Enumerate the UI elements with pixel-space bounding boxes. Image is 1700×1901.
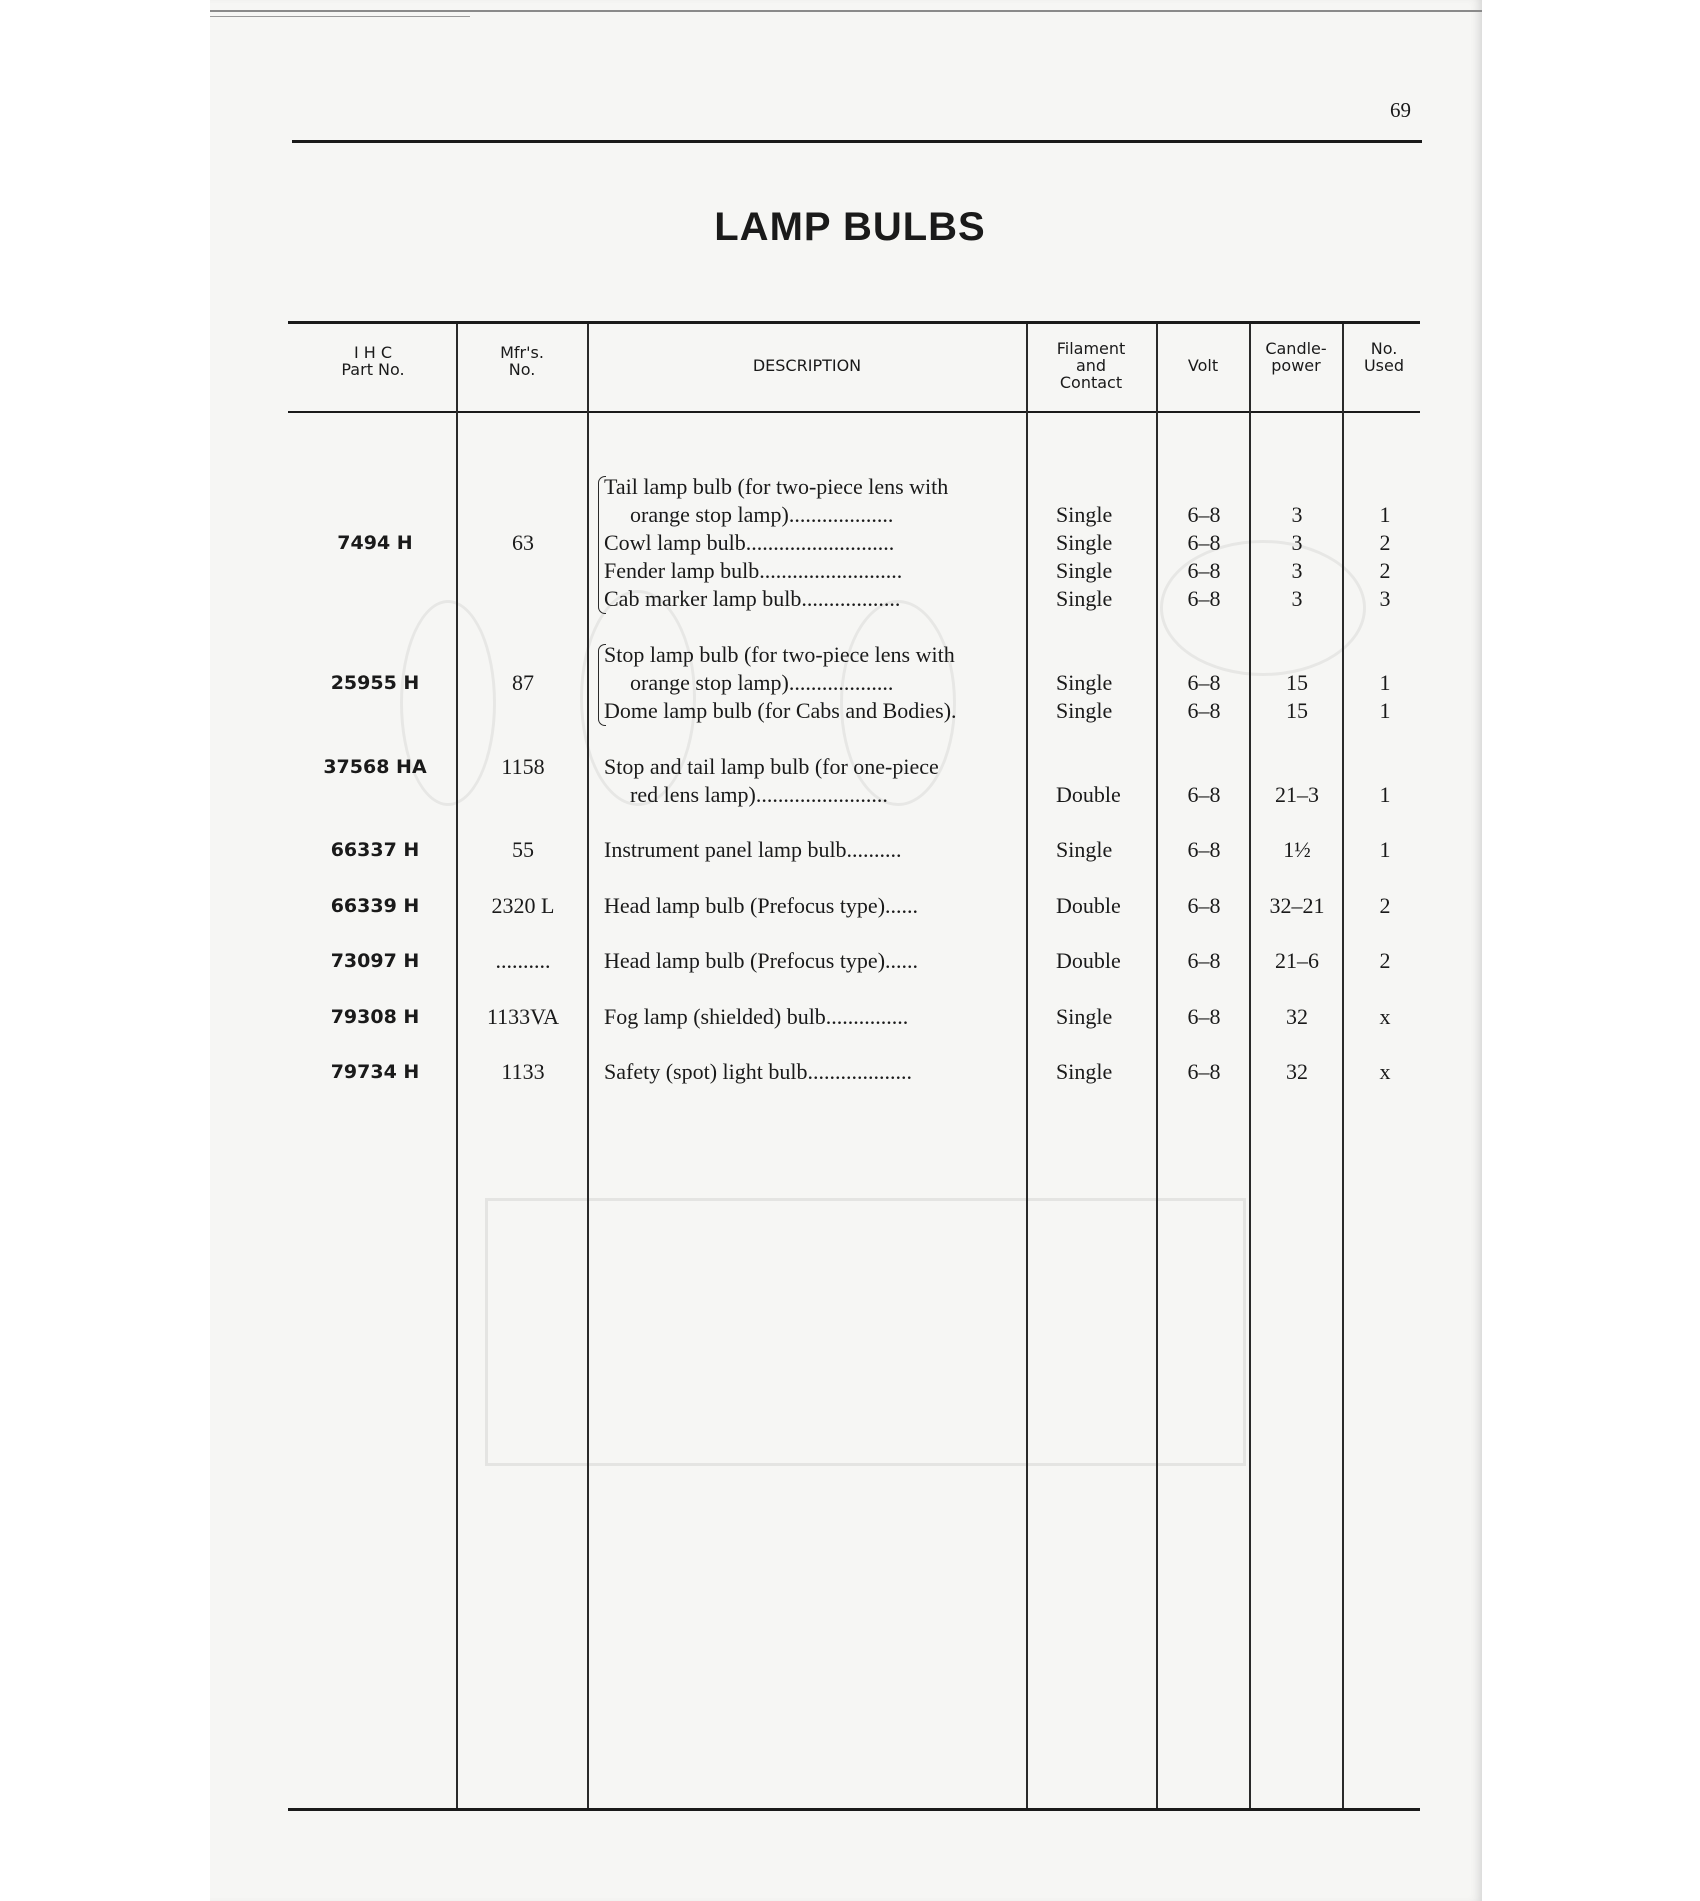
description-line: Head lamp bulb (Prefocus type)...... <box>604 948 919 973</box>
mfr-number: 1133 <box>501 1059 545 1084</box>
candlepower-value: 1½ <box>1283 837 1311 862</box>
mfr-number: 55 <box>512 837 534 862</box>
used-value: 1 <box>1379 670 1391 695</box>
volt-value: 6–8 <box>1187 586 1221 611</box>
used-value: x <box>1379 1004 1391 1029</box>
candlepower-value: 3 <box>1291 530 1303 555</box>
description-line: Safety (spot) light bulb................... <box>604 1059 912 1084</box>
description-line: orange stop lamp)................... <box>630 670 894 695</box>
header-rule <box>292 140 1422 143</box>
used-value: 2 <box>1379 558 1391 583</box>
part-number: 79734 H <box>330 1061 420 1083</box>
column-header-volt: Volt <box>1187 356 1219 375</box>
candlepower-value: 32 <box>1286 1004 1308 1029</box>
filament-value: Single <box>1056 698 1113 723</box>
description-line: Cab marker lamp bulb.................. <box>604 586 901 611</box>
filament-value: Double <box>1056 893 1121 918</box>
mfr-number: 87 <box>512 670 534 695</box>
description-line: Head lamp bulb (Prefocus type)...... <box>604 893 919 918</box>
description-line: Fog lamp (shielded) bulb............... <box>604 1004 909 1029</box>
column-header-part-no: I H C Part No. <box>341 343 405 379</box>
filament-value: Single <box>1056 670 1113 695</box>
description-line: Fender lamp bulb.......................... <box>604 558 903 583</box>
description-line: Dome lamp bulb (for Cabs and Bodies). <box>604 698 957 723</box>
description-line: Stop lamp bulb (for two-piece lens with <box>604 642 955 667</box>
part-number: 25955 H <box>330 672 420 694</box>
candlepower-value: 15 <box>1286 670 1308 695</box>
filament-value: Single <box>1056 558 1113 583</box>
page-title: LAMP BULBS <box>714 205 986 249</box>
page-edge <box>210 10 1482 12</box>
part-number: 7494 H <box>337 532 413 554</box>
used-value: 1 <box>1379 698 1391 723</box>
bleed-through-table <box>485 1198 1246 1466</box>
candlepower-value: 32–21 <box>1269 893 1325 918</box>
column-header-candlepower: Candle- power <box>1265 339 1327 375</box>
volt-value: 6–8 <box>1187 1059 1221 1084</box>
filament-value: Double <box>1056 782 1121 807</box>
description-line: Instrument panel lamp bulb.......... <box>604 837 902 862</box>
used-value: 2 <box>1379 530 1391 555</box>
filament-value: Single <box>1056 502 1113 527</box>
part-number: 79308 H <box>330 1006 420 1028</box>
candlepower-value: 15 <box>1286 698 1308 723</box>
filament-value: Double <box>1056 948 1121 973</box>
volt-value: 6–8 <box>1187 670 1221 695</box>
mfr-number: .......... <box>495 948 551 973</box>
mfr-number: 63 <box>512 530 534 555</box>
filament-value: Single <box>1056 837 1113 862</box>
column-header-no-used: No. Used <box>1363 339 1405 375</box>
page-number: 69 <box>1390 98 1411 122</box>
used-value: 2 <box>1379 893 1391 918</box>
volt-value: 6–8 <box>1187 698 1221 723</box>
description-line: Tail lamp bulb (for two-piece lens with <box>604 474 949 499</box>
description-line: red lens lamp)........................ <box>630 782 888 807</box>
filament-value: Single <box>1056 586 1113 611</box>
volt-value: 6–8 <box>1187 837 1221 862</box>
part-number: 66337 H <box>330 839 420 861</box>
filament-value: Single <box>1056 1059 1113 1084</box>
candlepower-value: 3 <box>1291 558 1303 583</box>
volt-value: 6–8 <box>1187 948 1221 973</box>
candlepower-value: 21–3 <box>1275 782 1319 807</box>
volt-value: 6–8 <box>1187 782 1221 807</box>
column-divider <box>1026 324 1028 1808</box>
candlepower-value: 3 <box>1291 586 1303 611</box>
page-edge <box>210 16 470 17</box>
part-number: 37568 HA <box>323 756 427 778</box>
column-header-filament: Filament and Contact <box>1056 339 1126 392</box>
candlepower-value: 3 <box>1291 502 1303 527</box>
table-bottom-rule <box>288 1808 1420 1811</box>
volt-value: 6–8 <box>1187 502 1221 527</box>
volt-value: 6–8 <box>1187 530 1221 555</box>
mfr-number: 2320 L <box>491 893 555 918</box>
description-line: orange stop lamp)................... <box>630 502 894 527</box>
volt-value: 6–8 <box>1187 893 1221 918</box>
column-header-mfr-no: Mfr's. No. <box>500 343 544 379</box>
used-value: 1 <box>1379 837 1391 862</box>
volt-value: 6–8 <box>1187 558 1221 583</box>
used-value: 1 <box>1379 782 1391 807</box>
description-line: Stop and tail lamp bulb (for one-piece <box>604 754 939 779</box>
used-value: 3 <box>1379 586 1391 611</box>
mfr-number: 1158 <box>501 754 545 779</box>
used-value: 1 <box>1379 502 1391 527</box>
filament-value: Single <box>1056 530 1113 555</box>
column-header-description: DESCRIPTION <box>752 356 862 375</box>
candlepower-value: 21–6 <box>1275 948 1319 973</box>
mfr-number: 1133VA <box>486 1004 560 1029</box>
used-value: x <box>1379 1059 1391 1084</box>
part-number: 66339 H <box>330 895 420 917</box>
candlepower-value: 32 <box>1286 1059 1308 1084</box>
description-line: Cowl lamp bulb........................... <box>604 530 895 555</box>
filament-value: Single <box>1056 1004 1113 1029</box>
volt-value: 6–8 <box>1187 1004 1221 1029</box>
column-divider <box>1342 324 1344 1808</box>
part-number: 73097 H <box>330 950 420 972</box>
used-value: 2 <box>1379 948 1391 973</box>
